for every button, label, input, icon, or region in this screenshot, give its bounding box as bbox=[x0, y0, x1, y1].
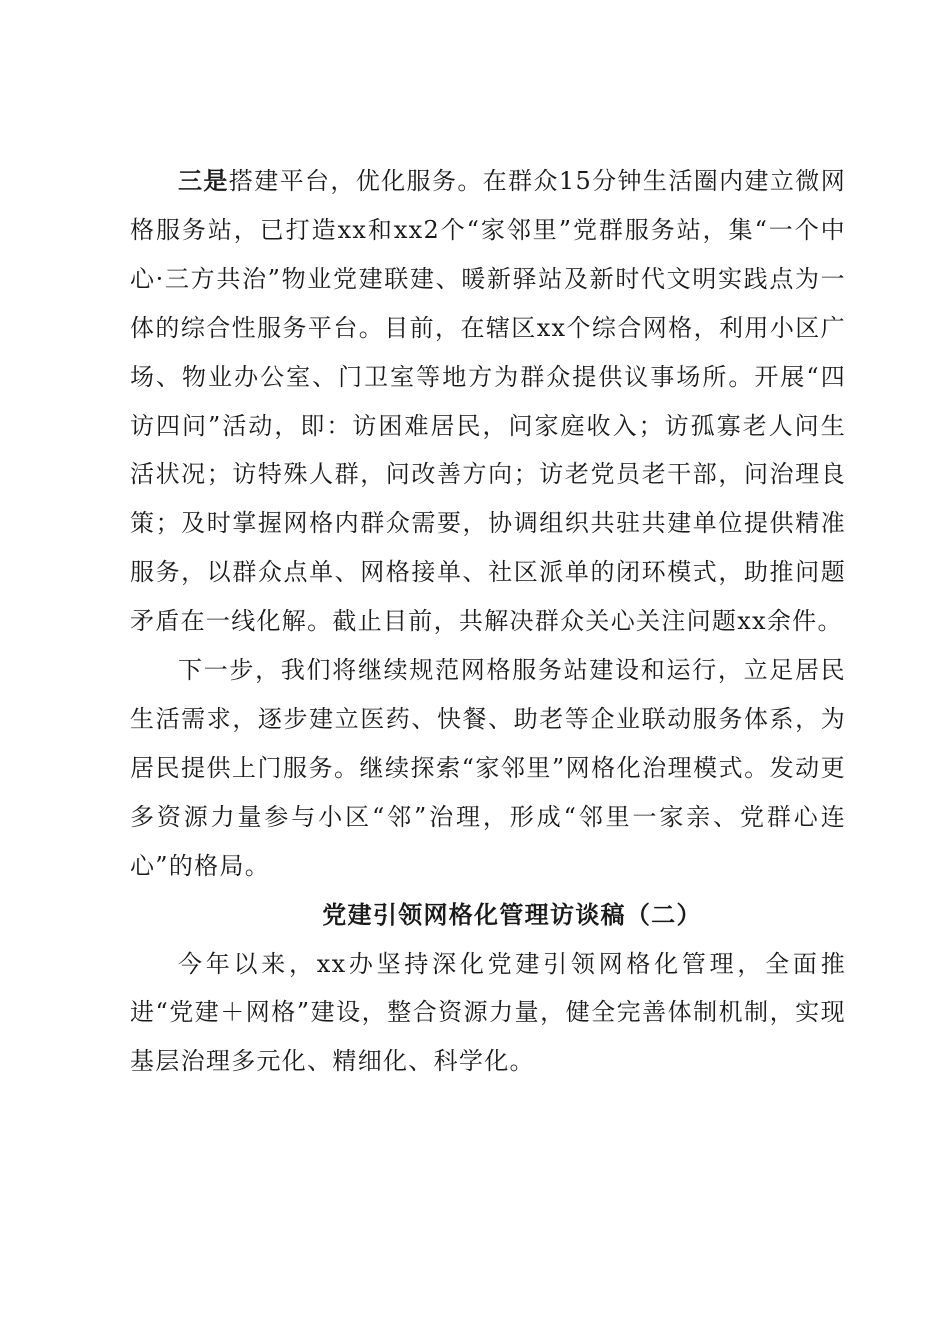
paragraph-intro bbox=[130, 940, 846, 1087]
paragraph-next-step bbox=[130, 646, 846, 891]
section-heading: 党建引领网格化管理访谈稿（二） bbox=[322, 899, 702, 929]
document-body bbox=[130, 157, 846, 1086]
paragraph-text: 今年以来，xx办坚持深化党建引领网格化管理，全面推进“党建＋网格”建设，整合资源力量，健全完善体制机制，实现基层治理多元化、精细化、科学化。 bbox=[130, 949, 846, 1076]
paragraph-lead: 三是 bbox=[178, 166, 229, 195]
paragraph-text: 搭建平台，优化服务。在群众15分钟生活圈内建立微网格服务站，已打造xx和xx2个“家邻里”党群服务站，集“一个中心·三方共治”物业党建联建、暖新驿站及新时代文明实践点为一体的综合性服务平台。目前，在辖区xx个综合网格，利用小区广场、物业办公室、门卫室等地方为群众提供议事场所。开展“四访四问”活动，即：访困难居民，问家庭收入；访孤寡老人问生活状况；访特殊人群，问改善方向；访老党员老干部，问治理良策；及时掌握网格内群众需要，协调组织共驻共建单位提供精准服务，以群众点单、网格接单、社区派单的闭环模式，助推问题矛盾在一线化解。截止目前，共解决群众关心关注问题xx余件。 bbox=[130, 167, 846, 636]
paragraph-platform-service bbox=[130, 157, 846, 646]
paragraph-text: 下一步，我们将继续规范网格服务站建设和运行，立足居民生活需求，逐步建立医药、快餐、助老等企业联动服务体系，为居民提供上门服务。继续探索“家邻里”网格化治理模式。发动更多资源力量参与小区“邻”治理，形成“邻里一家亲、党群心连心”的格局。 bbox=[130, 656, 846, 880]
